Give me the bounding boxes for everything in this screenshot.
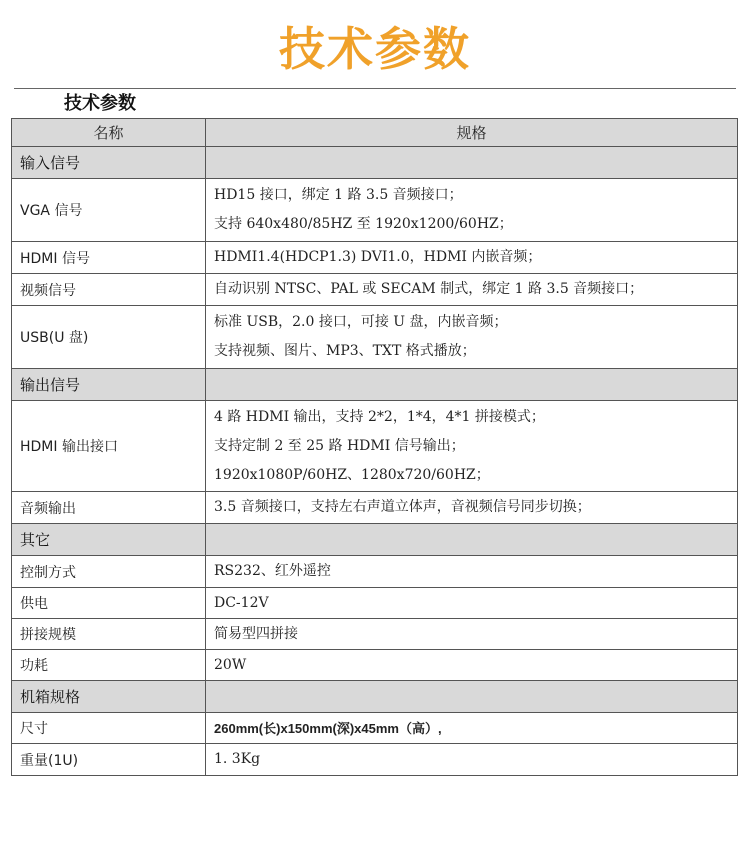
table-row — [12, 619, 738, 650]
row-name: USB(U 盘) — [12, 306, 206, 369]
row-spec — [206, 713, 738, 744]
table-row — [12, 588, 738, 619]
group-label: 机箱规格 — [12, 681, 206, 713]
spec-line: 20W — [214, 656, 247, 673]
group-label: 输出信号 — [12, 369, 206, 401]
row-name: 控制方式 — [12, 556, 206, 588]
spec-line: 4 路 HDMI 输出，支持 2*2，1*4，4*1 拼接模式； — [214, 408, 545, 425]
table-row — [12, 744, 738, 776]
row-name: 音频输出 — [12, 492, 206, 524]
row-name: 重量(1U) — [12, 744, 206, 776]
table-row — [12, 650, 738, 681]
row-spec — [206, 619, 738, 650]
row-name: HDMI 信号 — [12, 242, 206, 274]
row-name: 拼接规模 — [12, 619, 206, 650]
table-row — [12, 492, 738, 524]
header-spec: 规格 — [206, 119, 738, 147]
table-row — [12, 401, 738, 492]
table-row — [12, 179, 738, 242]
spec-line: 1. 3Kg — [214, 751, 261, 767]
header-name: 名称 — [12, 119, 206, 147]
group-spacer — [206, 524, 738, 556]
spec-line: 支持 640x480/85HZ 至 1920x1200/60HZ； — [214, 216, 513, 232]
spec-line: DC-12V — [214, 594, 269, 611]
row-name: 视频信号 — [12, 274, 206, 306]
table-row — [12, 713, 738, 744]
group-spacer — [206, 369, 738, 401]
group-spacer — [206, 147, 738, 179]
row-spec — [206, 274, 738, 306]
spec-line: RS232、红外遥控 — [214, 563, 331, 579]
row-spec — [206, 556, 738, 588]
spec-line: 自动识别 NTSC、PAL 或 SECAM 制式，绑定 1 路 3.5 音频接口； — [214, 281, 644, 297]
row-spec — [206, 401, 738, 492]
spec-line: 支持定制 2 至 25 路 HDMI 信号输出； — [214, 437, 465, 454]
spec-line: 支持视频、图片、MP3、TXT 格式播放； — [214, 343, 476, 359]
row-spec — [206, 588, 738, 619]
spec-line: 标准 USB，2.0 接口，可接 U 盘，内嵌音频； — [214, 314, 508, 330]
table-row — [12, 556, 738, 588]
page-title: 技术参数 — [279, 22, 471, 76]
row-spec — [206, 179, 738, 242]
table-row — [12, 274, 738, 306]
spec-line: HD15 接口，绑定 1 路 3.5 音频接口； — [214, 187, 463, 203]
table-row — [12, 242, 738, 274]
group-row-chassis — [12, 681, 738, 713]
spec-line: HDMI1.4(HDCP1.3) DVI1.0，HDMI 内嵌音频； — [214, 249, 542, 265]
row-spec — [206, 306, 738, 369]
table-row — [12, 306, 738, 369]
spec-line: 1920x1080P/60HZ、1280x720/60HZ； — [214, 466, 490, 483]
group-spacer — [206, 681, 738, 713]
row-name: 供电 — [12, 588, 206, 619]
table-header-row — [12, 119, 738, 147]
group-row-output-signal — [12, 369, 738, 401]
row-spec — [206, 492, 738, 524]
spec-line: 260mm(长)x150mm(深)x45mm（高）, — [214, 720, 442, 736]
row-name: VGA 信号 — [12, 179, 206, 242]
spec-line: 简易型四拼接 — [214, 625, 298, 642]
group-row-input-signal — [12, 147, 738, 179]
title-divider — [14, 88, 736, 89]
group-row-other — [12, 524, 738, 556]
row-name: HDMI 输出接口 — [12, 401, 206, 492]
group-label: 其它 — [12, 524, 206, 556]
spec-table — [11, 118, 738, 776]
row-spec — [206, 650, 738, 681]
spec-line: 3.5 音频接口，支持左右声道立体声，音视频信号同步切换； — [214, 499, 591, 515]
row-spec — [206, 242, 738, 274]
row-name: 功耗 — [12, 650, 206, 681]
group-label: 输入信号 — [12, 147, 206, 179]
section-heading: 技术参数 — [64, 93, 136, 114]
row-spec — [206, 744, 738, 776]
row-name: 尺寸 — [12, 713, 206, 744]
